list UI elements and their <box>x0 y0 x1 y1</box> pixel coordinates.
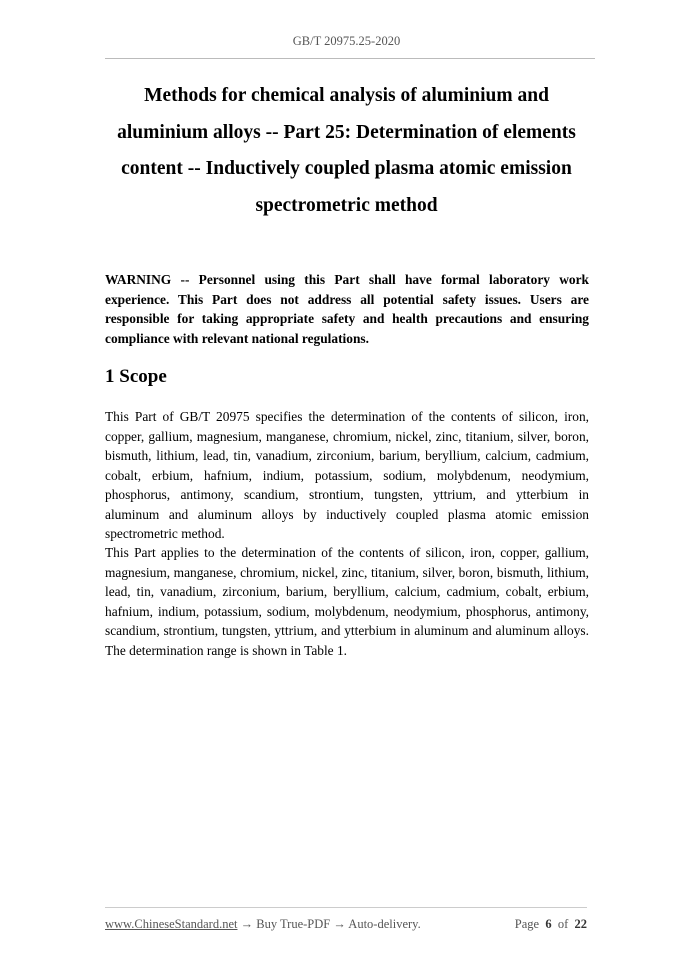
footer-tagline: → Buy True-PDF → Auto-delivery. <box>237 917 421 931</box>
page-label: Page <box>514 917 540 931</box>
warning-text: WARNING -- Personnel using this Part shall have formal laboratory work experience. This Part does not address all potential safety issues. Users are responsible for taking appropriate safety and health precautions and ensuring compliance with relevant national regulations. <box>105 272 589 346</box>
scope-paragraph-1: This Part of GB/T 20975 specifies the determination of the contents of silicon, iron, copper, gallium, magnesium, manganese, chromium, nickel, zinc, titanium, silver, boron, bismuth, lithium, lead, tin, vanadium, zirconium, barium, beryllium, calcium, cadmium, cobalt, erbium, hafnium, indium, potassium, sodium, molybdenum, neodymium, phosphorus, antimony, scandium, strontium, tungsten, yttrium, and ytterbium in aluminum and aluminum alloys by inductively coupled plasma atomic emission spectrometric method. <box>105 409 589 541</box>
running-header: GB/T 20975.25-2020 <box>292 34 401 48</box>
website-link[interactable]: www.ChineseStandard.net <box>105 917 238 931</box>
page-number: 6 <box>545 917 552 931</box>
scope-paragraph-2: This Part applies to the determination of the contents of silicon, iron, copper, gallium, magnesium, manganese, chromium, nickel, zinc, titanium, silver, boron, bismuth, lithium, lead, tin, vanadium, zirconium, barium, beryllium, calcium, cadmium, cobalt, erbium, hafnium, indium, potassium, sodium, molybdenum, neodymium, phosphorus, antimony, scandium, strontium, tungsten, yttrium, and ytterbium in aluminum and aluminum alloys. The determination range is shown in Table 1. <box>105 545 589 658</box>
document-title: Methods for chemical analysis of aluminium and aluminium alloys -- Part 25: Determination of elements content -- Inductively coupled plasma atomic emission spectrometric method <box>117 85 576 216</box>
footer <box>105 917 587 932</box>
footer-divider <box>105 907 587 908</box>
page-indicator <box>515 917 587 932</box>
of-label: of <box>557 917 569 931</box>
page-total: 22 <box>574 917 587 931</box>
header-divider <box>105 58 595 59</box>
footer-left <box>105 917 421 932</box>
section-heading: 1 Scope <box>105 366 167 387</box>
